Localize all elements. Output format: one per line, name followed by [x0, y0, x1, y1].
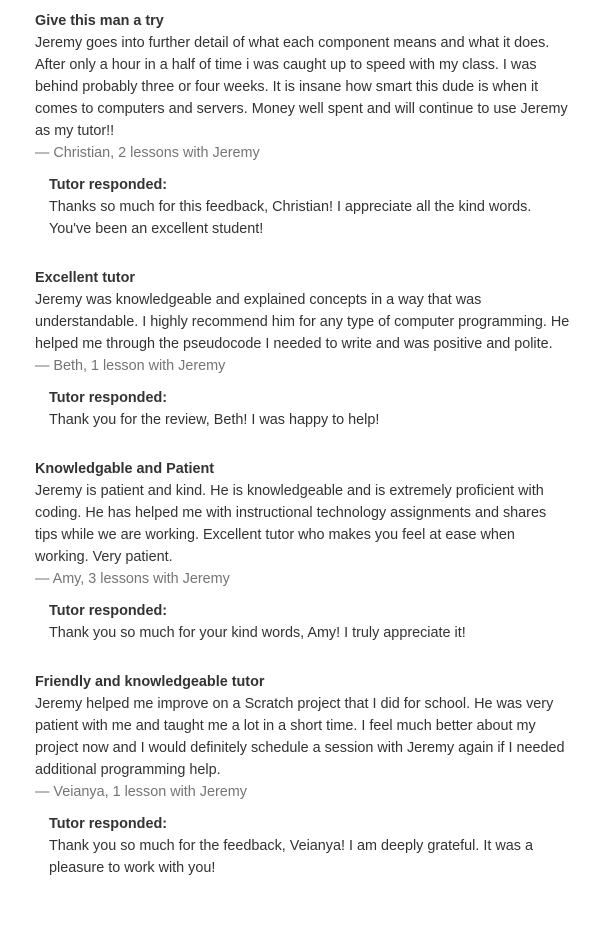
- review-text: Jeremy helped me improve on a Scratch project that I did for school. He was very patient with me and taught me a lot in a short time. I feel much better about my project now and I would definitely schedule a session with Jeremy again if I needed additional programming help.: [35, 696, 565, 778]
- tutor-response: [49, 600, 570, 644]
- tutor-response-text: Thank you so much for the feedback, Veianya! I am deeply grateful. It was a pleasure to work with you!: [49, 838, 533, 876]
- tutor-response-text: Thank you for the review, Beth! I was happy to help!: [49, 412, 380, 428]
- review-item: [35, 671, 570, 879]
- review-title: Give this man a try: [35, 13, 164, 29]
- review-item: [35, 267, 570, 431]
- tutor-response: [49, 174, 570, 240]
- review-title: Knowledgable and Patient: [35, 461, 215, 477]
- review-text: Jeremy is patient and kind. He is knowledgeable and is extremely proficient with coding. He has helped me with instructional technology assignments and shares tips while we are working. Excellent tutor who makes you feel at ease when working. Very patient.: [35, 483, 547, 565]
- tutor-response-label: Tutor responded:: [49, 816, 168, 832]
- review-author: — Beth, 1 lesson with Jeremy: [35, 358, 226, 374]
- review-text: Jeremy was knowledgeable and explained concepts in a way that was understandable. I highly recommend him for any type of computer programming. He helped me through the pseudocode I needed to write and was positive and polite.: [35, 292, 570, 352]
- tutor-response-label: Tutor responded:: [49, 390, 168, 406]
- review-author: — Christian, 2 lessons with Jeremy: [35, 145, 260, 161]
- review-item: [35, 458, 570, 644]
- review-item: [35, 10, 570, 240]
- tutor-response: [49, 813, 570, 879]
- tutor-response-text: Thank you so much for your kind words, Amy! I truly appreciate it!: [49, 625, 466, 641]
- review-text: Jeremy goes into further detail of what each component means and what it does. After only a hour in a half of time i was caught up to speed with my class. I was behind probably three or four weeks. It is insane how smart this dude is when it comes to computers and servers. Money well spent and will continue to use Jeremy as my tutor!!: [35, 35, 568, 139]
- tutor-response: [49, 387, 570, 431]
- tutor-response-text: Thanks so much for this feedback, Christian! I appreciate all the kind words. You've been an excellent student!: [49, 199, 532, 237]
- tutor-response-label: Tutor responded:: [49, 177, 168, 193]
- review-author: — Amy, 3 lessons with Jeremy: [35, 571, 230, 587]
- review-title: Friendly and knowledgeable tutor: [35, 674, 265, 690]
- tutor-response-label: Tutor responded:: [49, 603, 168, 619]
- review-title: Excellent tutor: [35, 270, 135, 286]
- review-author: — Veianya, 1 lesson with Jeremy: [35, 784, 247, 800]
